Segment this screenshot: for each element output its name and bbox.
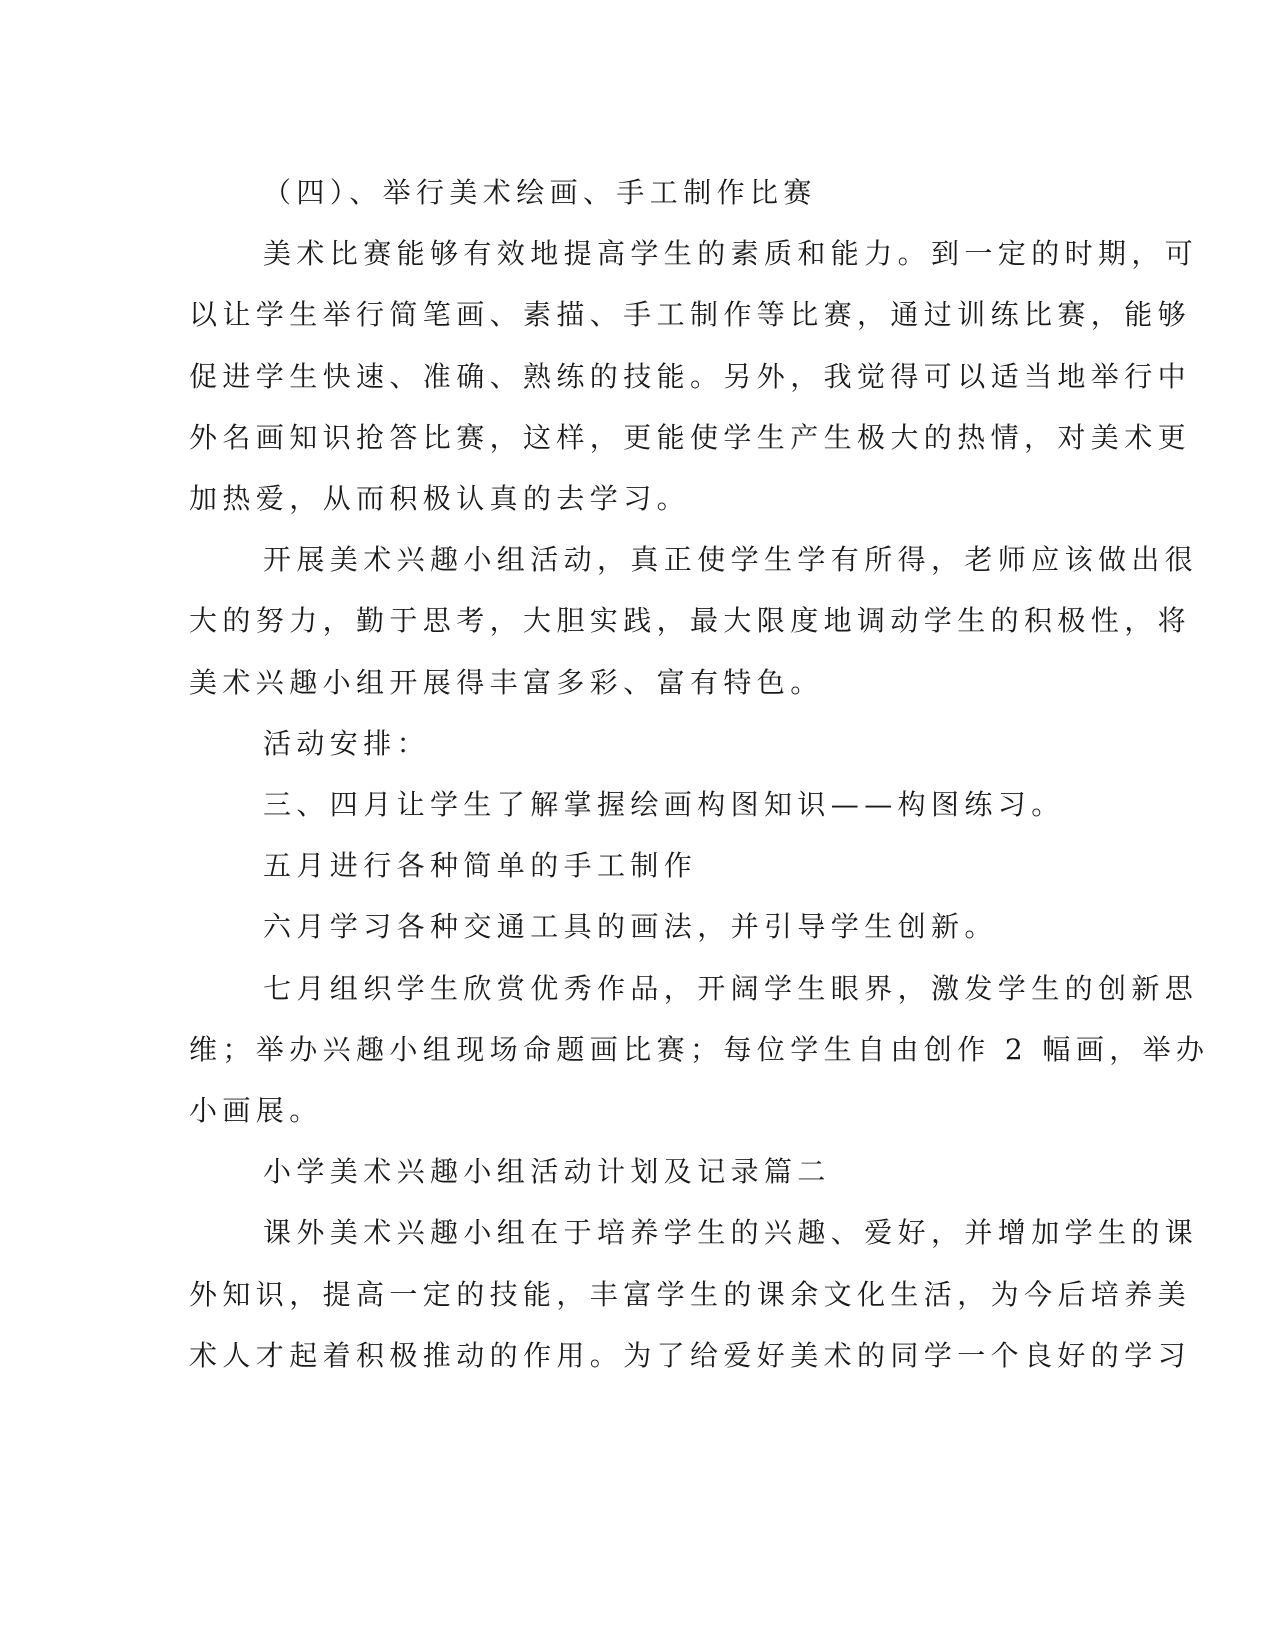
text-line: 美术比赛能够有效地提高学生的素质和能力。到一定的时期，可 (263, 237, 1199, 271)
schedule-heading (189, 713, 1079, 774)
text-line: 课外美术兴趣小组在于培养学生的兴趣、爱好，并增加学生的课 (263, 1216, 1199, 1250)
text-line: 六月学习各种交通工具的画法，并引导学生创新。 (263, 910, 998, 944)
text-line: 小画展。 (189, 1094, 323, 1128)
text-line: （四）、举行美术绘画、手工制作比赛 (263, 176, 817, 209)
schedule-item-july (189, 958, 1210, 1142)
section-heading-competition (189, 162, 1079, 223)
schedule-item-march-april (189, 774, 1079, 835)
schedule-item-may (189, 835, 1079, 896)
text-line: 大的努力，勤于思考，大胆实践，最大限度地调动学生的积极性，将 (189, 604, 1192, 638)
text-line: 五月进行各种简单的手工制作 (263, 849, 698, 883)
text-line: 七月组织学生欣赏优秀作品，开阔学生眼界，激发学生的创新思 (263, 971, 1199, 1005)
paragraph-group-activities (189, 529, 1199, 713)
text-line: 美术兴趣小组开展得丰富多彩、富有特色。 (189, 665, 824, 699)
text-line: 外知识，提高一定的技能，丰富学生的课余文化生活，为今后培养美 (189, 1277, 1192, 1311)
text-line: 术人才起着积极推动的作用。为了给爱好美术的同学一个良好的学习 (189, 1338, 1192, 1372)
text-line: 维；举办兴趣小组现场命题画比赛；每位学生自由创作 2 幅画，举办 (189, 1032, 1210, 1066)
section-title-part-two (189, 1141, 1079, 1202)
paragraph-extracurricular-group (189, 1202, 1199, 1386)
text-line: 外名画知识抢答比赛，这样，更能使学生产生极大的热情，对美术更 (189, 420, 1192, 454)
text-line: 开展美术兴趣小组活动，真正使学生学有所得，老师应该做出很 (263, 543, 1199, 577)
text-line: 三、四月让学生了解掌握绘画构图知识——构图练习。 (263, 788, 1065, 822)
paragraph-competition-benefits (189, 223, 1199, 529)
text-line: 活动安排： (263, 726, 431, 760)
text-line: 以让学生举行简笔画、素描、手工制作等比赛，通过训练比赛，能够 (189, 298, 1192, 332)
text-line: 小学美术兴趣小组活动计划及记录篇二 (263, 1155, 831, 1189)
text-line: 加热爱，从而积极认真的去学习。 (189, 482, 691, 516)
document-body (189, 162, 1210, 1386)
schedule-item-june (189, 896, 1079, 957)
text-line: 促进学生快速、准确、熟练的技能。另外，我觉得可以适当地举行中 (189, 359, 1192, 393)
